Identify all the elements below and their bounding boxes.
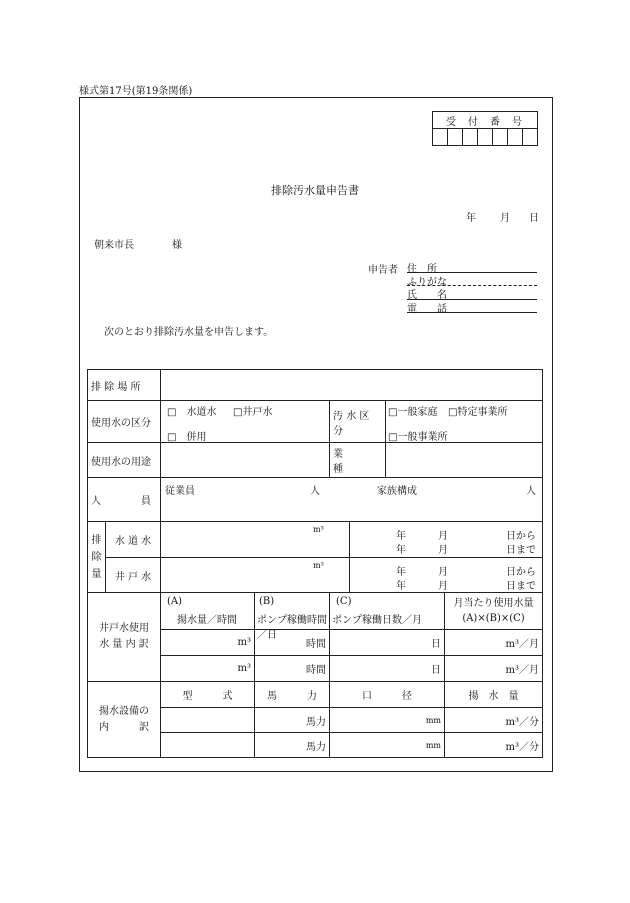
- applicant-label: 申告者: [368, 265, 398, 276]
- receipt-digit-cell[interactable]: [523, 129, 538, 146]
- col-b-header: [255, 593, 330, 641]
- discharge-place-label: 排 除 場 所: [88, 370, 161, 401]
- pump-days-input[interactable]: 日: [330, 630, 445, 656]
- applicant-address-line[interactable]: 住 所: [407, 260, 537, 273]
- sewage-type-label: 汚 水 区 分: [330, 401, 386, 443]
- receipt-digit-cell[interactable]: [508, 129, 523, 146]
- persons-input[interactable]: [161, 478, 543, 522]
- col-c-title: ポンプ稼働日数／月: [332, 615, 423, 626]
- to-year: 年: [396, 545, 407, 556]
- col-d-formula: (A)×(B)×(C): [462, 613, 525, 624]
- pump-hours-input[interactable]: 時間: [255, 656, 330, 682]
- form-title: 排除汚水量申告書: [271, 184, 359, 197]
- pump-hours-input[interactable]: 時間: [255, 630, 330, 656]
- pump-diameter-input[interactable]: mm: [330, 733, 445, 758]
- tap-water-period[interactable]: [350, 522, 543, 558]
- pump-volume-input[interactable]: m³／分: [445, 733, 543, 758]
- employees-label: 従業員: [165, 486, 196, 497]
- col-d-header: [445, 593, 543, 630]
- intro-text: 次のとおり排除汚水量を申告します。: [104, 327, 274, 338]
- well-breakdown-label: 井戸水使用 水 量 内 訳: [88, 593, 161, 682]
- applicant-phone-line[interactable]: 電 話: [407, 300, 537, 313]
- date-day: 日: [529, 213, 539, 224]
- applicant-furigana-line[interactable]: ふりがな: [407, 273, 537, 286]
- receipt-digit-cell[interactable]: [463, 129, 478, 146]
- pump-diameter-input[interactable]: mm: [330, 708, 445, 733]
- date-year: 年: [466, 213, 476, 224]
- discharge-place-input[interactable]: [161, 370, 543, 401]
- pump-horsepower-input[interactable]: 馬力: [255, 733, 330, 758]
- to-month: 月: [438, 581, 449, 592]
- family-unit: 人: [526, 486, 537, 497]
- persons-label: 人 員: [88, 478, 161, 522]
- pump-rate-input[interactable]: m³: [161, 630, 255, 656]
- pump-volume-input[interactable]: m³／分: [445, 708, 543, 733]
- checkbox-general-business[interactable]: □一般事業所: [388, 432, 448, 443]
- addressee-name: 朝来市長: [94, 240, 134, 251]
- tap-water-amount[interactable]: [161, 522, 350, 558]
- form-number-caption: 様式第17号(第19条関係): [79, 86, 193, 97]
- pump-col-diameter: 口 径: [330, 682, 445, 708]
- receipt-number-box: [432, 111, 538, 146]
- col-b-title: ポンプ稼働時間／日: [257, 615, 328, 641]
- pump-horsepower-input[interactable]: 馬力: [255, 708, 330, 733]
- to-month: 月: [438, 545, 449, 556]
- to-day: 日まで: [506, 581, 537, 592]
- to-day: 日まで: [506, 545, 537, 556]
- m3-unit: m³: [313, 561, 324, 570]
- receipt-digit-cell[interactable]: [448, 129, 463, 146]
- applicant-name-line[interactable]: 氏 名: [407, 286, 537, 300]
- from-year: 年: [396, 531, 407, 542]
- from-year: 年: [396, 567, 407, 578]
- receipt-digit-cell[interactable]: [478, 129, 493, 146]
- pump-days-input[interactable]: 日: [330, 656, 445, 682]
- col-a-title: 揚水量／時間: [177, 615, 238, 626]
- receipt-number-header: 受付番号: [433, 112, 538, 129]
- business-type-input[interactable]: [386, 443, 543, 478]
- receipt-digit-cell[interactable]: [493, 129, 508, 146]
- well-water-period[interactable]: [350, 558, 543, 593]
- pump-equipment-label: 揚水設備の 内 訳: [88, 682, 161, 758]
- to-year: 年: [396, 581, 407, 592]
- discharge-table: [87, 369, 543, 758]
- checkbox-household[interactable]: □一般家庭: [388, 407, 438, 418]
- pump-rate-input[interactable]: m³: [161, 656, 255, 682]
- from-day: 日から: [506, 531, 537, 542]
- checkbox-well-water[interactable]: □井戸水: [233, 407, 273, 418]
- discharge-amount-label: 排 除 量: [88, 522, 106, 593]
- usage-input[interactable]: [161, 443, 330, 478]
- receipt-digit-cell[interactable]: [433, 129, 448, 146]
- well-water-amount[interactable]: [161, 558, 350, 593]
- water-type-label: 使用水の区分: [88, 401, 161, 443]
- tap-water-label: 水 道 水: [106, 522, 161, 558]
- pump-model-input[interactable]: [161, 708, 255, 733]
- col-a-code: (A): [167, 596, 183, 607]
- col-c-header: [330, 593, 445, 630]
- checkbox-specified-business[interactable]: □特定事業所: [448, 407, 508, 418]
- well-water-label: 井 戸 水: [106, 558, 161, 593]
- m3-unit: m³: [313, 525, 324, 534]
- from-month: 月: [438, 567, 449, 578]
- checkbox-combined[interactable]: □ 併用: [167, 432, 207, 443]
- col-a-header: [161, 593, 255, 630]
- monthly-volume-input[interactable]: m³／月: [445, 630, 543, 656]
- business-type-label: 業 種: [330, 443, 386, 478]
- pump-model-input[interactable]: [161, 733, 255, 758]
- col-c-code: (C): [336, 596, 352, 607]
- col-d-title: 月当たり使用水量: [453, 598, 534, 609]
- addressee-honorific: 様: [172, 240, 182, 251]
- family-label: 家族構成: [377, 486, 418, 497]
- from-month: 月: [438, 531, 449, 542]
- checkbox-tap-water[interactable]: □ 水道水: [167, 407, 217, 418]
- pump-col-model: 型 式: [161, 682, 255, 708]
- pump-col-volume: 揚 水 量: [445, 682, 543, 708]
- from-day: 日から: [506, 567, 537, 578]
- pump-col-horsepower: 馬 力: [255, 682, 330, 708]
- usage-label: 使用水の用途: [88, 443, 161, 478]
- employees-unit: 人: [310, 486, 321, 497]
- monthly-volume-input[interactable]: m³／月: [445, 656, 543, 682]
- col-b-code: (B): [259, 596, 275, 607]
- date-month: 月: [500, 213, 510, 224]
